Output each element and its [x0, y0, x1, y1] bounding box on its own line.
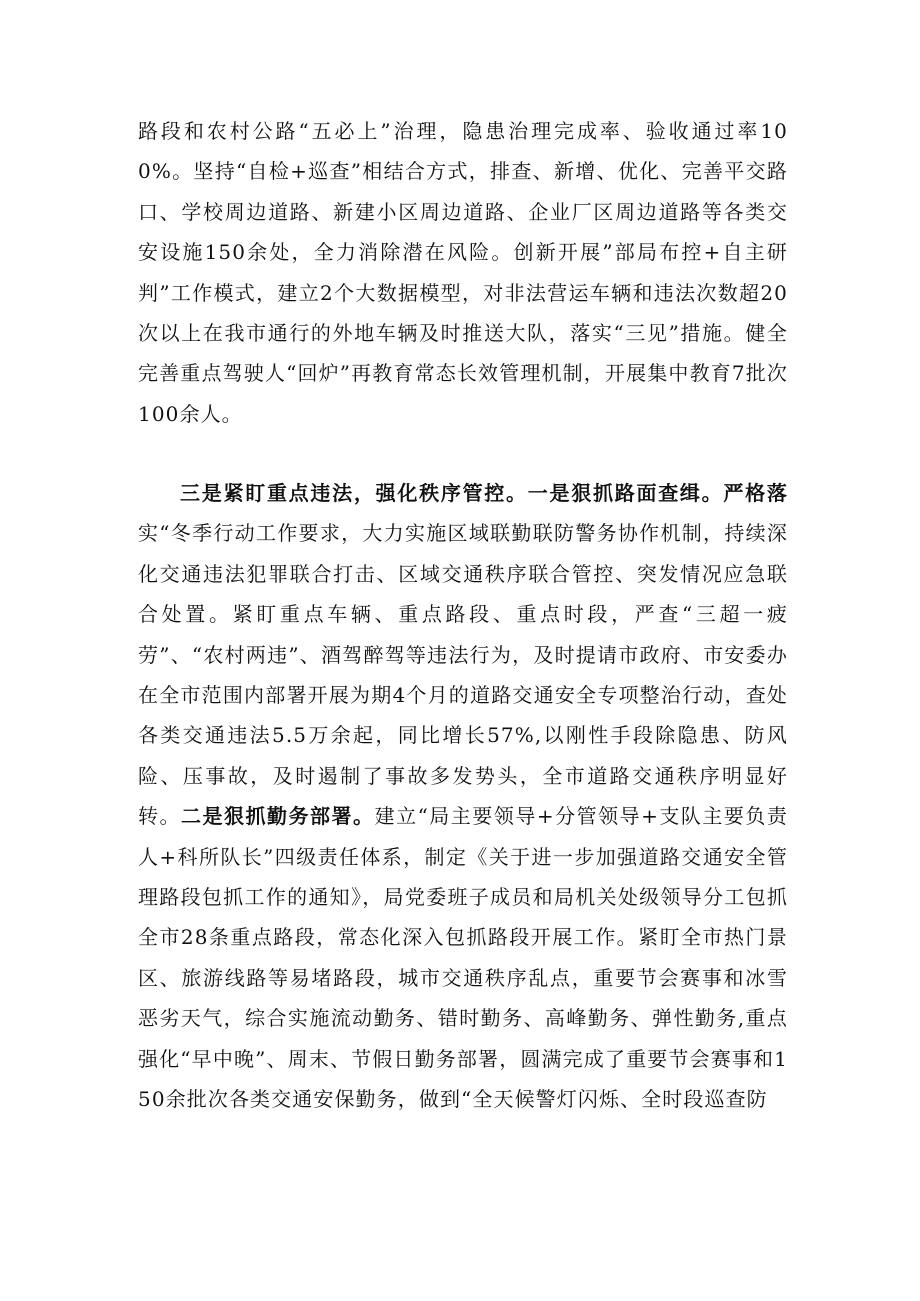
section-heading: 三是紧盯重点违法，强化秩序管控。: [180, 481, 528, 505]
paragraph-text: 实“冬季行动工作要求，大力实施区域联勤联防警务协作机制，持续深化交通违法犯罪联合打击、区域交通秩序联合管控、突发情况应急联合处置。紧盯重点车辆、重点路段、重点时段，严查“三超一疲劳”、“农村两违”、酒驾醉驾等违法行为，及时提请市政府、市安委办在全市范围内部署开展为期4个月的道路交通安全专项整治行动，查处各类交通违法5.5万余起，同比增长57%,以刚性手段除隐患、防风险、压事故，及时遏制了事故多发势头，全市道路交通秩序明显好转。: [138, 521, 788, 829]
sub-heading: 二是狠抓勤务部署。: [181, 804, 375, 829]
paragraph-text: 建立“局主要领导+分管领导+支队主要负责人+科所队长”四级责任体系，制定《关于进一步加强道路交通安全管理路段包抓工作的通知》，局党委班子成员和局机关处级领导分工包抓全市28条重点路段，常态化深入包抓路段开展工作。紧盯全市热门景区、旅游线路等易堵路段，城市交通秩序乱点，重要节会赛事和冰雪恶劣天气，综合实施流动勤务、错时勤务、高峰勤务、弹性勤务,重点强化“早中晚”、周末、节假日勤务部署，圆满完成了重要节会赛事和150余批次各类交通安保勤务，做到“全天候警灯闪烁、全时段巡查防: [138, 804, 788, 1112]
sub-heading: 一是狠抓路面查缉。: [527, 481, 724, 505]
body-paragraph: [138, 111, 788, 434]
paragraph-text: 路段和农村公路“五必上”治理，隐患治理完成率、验收通过率100%。坚持“自检+巡查”相结合方式，排查、新增、优化、完善平交路口、学校周边道路、新建小区周边道路、企业厂区周边道路等各类交安设施150余处，全力消除潜在风险。创新开展”部局布控+自主研判”工作模式，建立2个大数据模型，对非法营运车辆和违法次数超20次以上在我市通行的外地车辆及时推送大队，落实“三见”措施。健全完善重点驾驶人“回炉”再教育常态长效管理机制，开展集中教育7批次100余人。: [138, 119, 788, 426]
paragraph-text-bold: 严格落: [723, 481, 788, 505]
body-paragraph: [138, 473, 788, 1120]
